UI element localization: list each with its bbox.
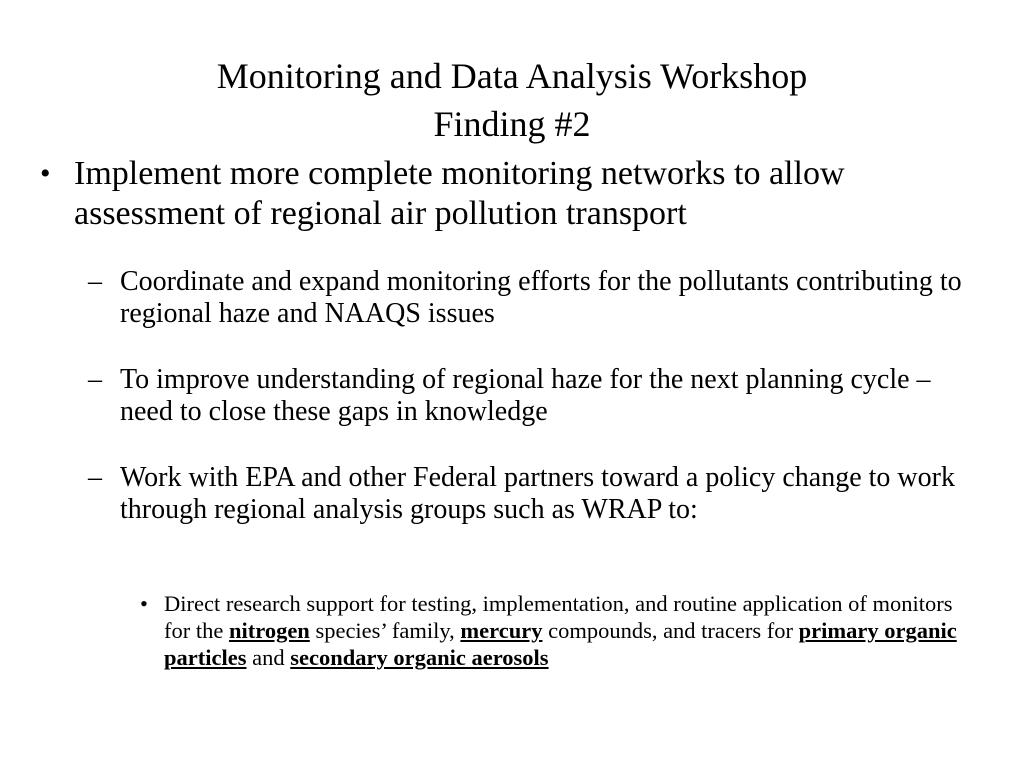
title-line-1: Monitoring and Data Analysis Workshop — [216, 56, 808, 96]
main-bullet-text: Implement more complete monitoring networks to allow assessment of regional air pollution transport — [74, 155, 845, 232]
title-line-2: Finding #2 — [433, 104, 591, 144]
main-bullet — [40, 154, 990, 234]
sub-sub-bullet-text — [164, 590, 980, 671]
bullet-marker: • — [140, 591, 148, 616]
emphasis-secondary-organic-aerosols: secondary organic aerosols — [290, 645, 549, 670]
dash-marker: – — [88, 364, 102, 395]
text-part-4: and — [246, 645, 291, 670]
text-part-1: Direct research support for testing, implementation, and routine application of monitors for the — [164, 591, 953, 643]
dash-marker: – — [88, 462, 102, 493]
text-part-2: species’ family, — [309, 618, 461, 643]
bullet-marker: • — [40, 157, 51, 190]
text-part-3: compounds, and tracers for — [542, 618, 799, 643]
sub-bullet-text: Work with EPA and other Federal partners toward a policy change to work through regional analysis groups such as WRAP to: — [120, 462, 955, 525]
sub-sub-bullet-research — [140, 590, 980, 671]
slide-title — [0, 52, 1024, 148]
emphasis-primary-organic-particles: primary organic particles — [164, 618, 957, 670]
sub-bullet-improve — [88, 364, 968, 428]
sub-bullet-coordinate — [88, 266, 968, 330]
sub-bullet-text: To improve understanding of regional haze for the next planning cycle – need to close these gaps in knowledge — [120, 364, 931, 427]
dash-marker: – — [88, 266, 102, 297]
emphasis-nitrogen: nitrogen — [228, 618, 310, 643]
emphasis-mercury: mercury — [460, 618, 543, 643]
sub-bullet-work-with-epa — [88, 462, 968, 526]
sub-bullet-text: Coordinate and expand monitoring efforts for the pollutants contributing to regional haze and NAAQS issues — [120, 266, 962, 329]
